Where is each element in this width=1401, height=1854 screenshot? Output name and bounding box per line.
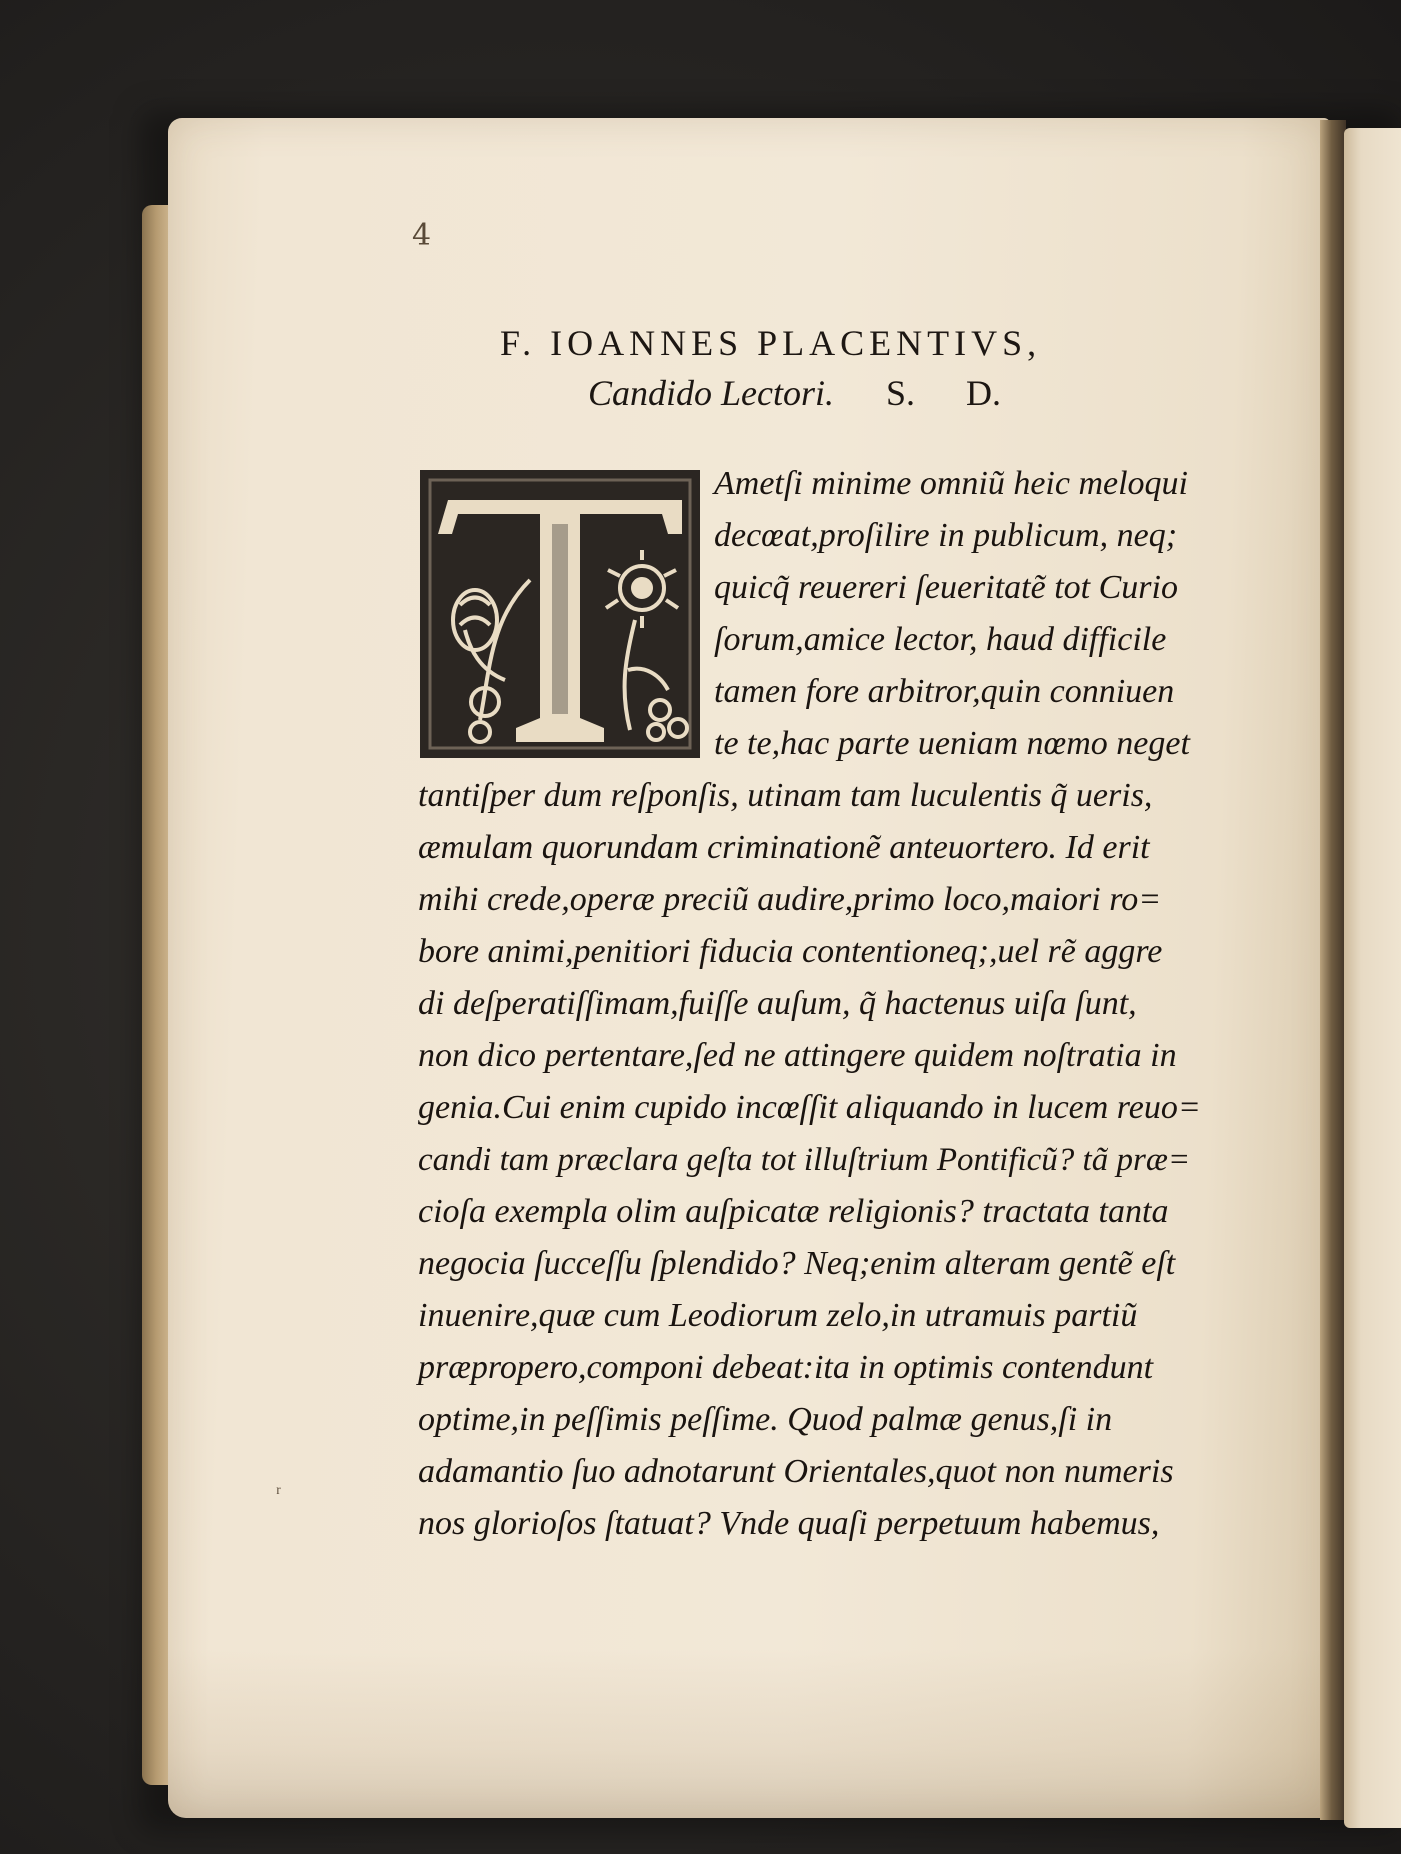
folio-number: 4 (412, 218, 432, 253)
text-line: candi tam præclara geſta tot illuſtrium Pontificũ? tã præ= (418, 1142, 1191, 1178)
text-line: Ametſi minime omniũ heic meloqui (714, 465, 1189, 502)
text-line: nos glorioſos ſtatuat? Vnde quaſi perpetuum habemus, (418, 1505, 1160, 1542)
facing-page-edge (1344, 128, 1401, 1828)
book-gutter (1320, 120, 1346, 1820)
text-line: præpropero,componi debeat:ita in optimis contendunt (418, 1349, 1154, 1386)
text-line: tamen fore arbitror,quin conniuen (714, 673, 1175, 710)
text-line: cioſa exempla olim auſpicatæ religionis? tractata tanta (418, 1193, 1169, 1230)
text-line: mihi crede,operæ preciũ audire,primo loco,maiori ro= (418, 881, 1162, 918)
page-subheading (588, 372, 1001, 414)
text-line: æmulam quorundam criminationẽ anteuortero. Id erit (418, 829, 1150, 866)
text-line: optime,in peſſimis peſſime. Quod palmæ genus,ſi in (418, 1401, 1113, 1438)
floral-initial-icon (420, 470, 700, 758)
text-line: tantiſper dum reſponſis, utinam tam luculentis q̃ ueris, (418, 777, 1153, 814)
text-line: adamantio ſuo adnotarunt Orientales,quot non numeris (418, 1453, 1174, 1490)
subheading-text: Candido Lectori. (588, 373, 835, 413)
text-line: decœat,proſilire in publicum, neq; (714, 517, 1178, 554)
salutation: S. D. (886, 373, 1002, 413)
text-line: bore animi,penitiori fiducia contentioneq;,uel rẽ aggre (418, 933, 1163, 970)
page-heading: F. IOANNES PLACENTIVS, (500, 323, 1042, 363)
text-line: inuenire,quæ cum Leodiorum zelo,in utramuis partiũ (418, 1297, 1138, 1334)
text-line: negocia ſucceſſu ſplendido? Neq;enim alteram gentẽ eſt (418, 1245, 1176, 1282)
text-line: te te,hac parte ueniam nœmo neget (714, 725, 1190, 762)
text-line: quicq̃ reuereri ſeueritatẽ tot Curio (714, 569, 1178, 606)
text-line: ſorum,amice lector, haud difficile (714, 621, 1167, 658)
text-line: genia.Cui enim cupido incœſſit aliquando in lucem reuo= (418, 1089, 1201, 1126)
text-line: non dico pertentare,ſed ne attingere quidem noſtratia in (418, 1037, 1177, 1074)
text-line: di deſperatiſſimam,fuiſſe auſum, q̃ hactenus uiſa ſunt, (418, 985, 1137, 1022)
decorated-initial (420, 470, 700, 758)
pencil-mark: ʳ (276, 1480, 281, 1505)
